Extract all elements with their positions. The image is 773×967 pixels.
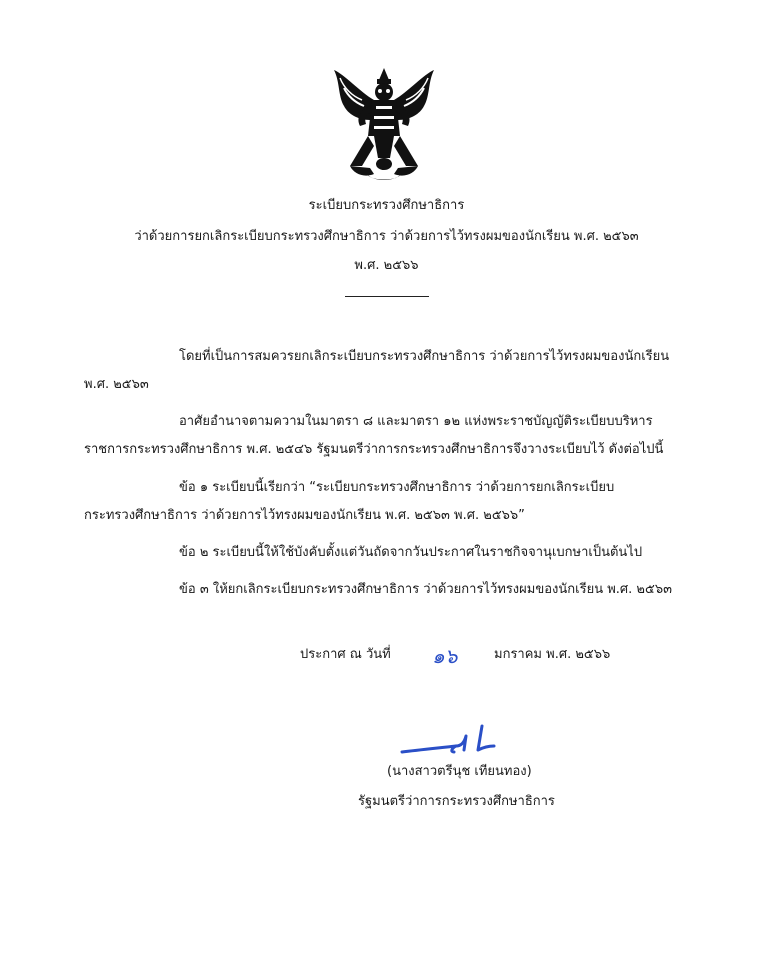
clause-1-line-1: ข้อ ๑ ระเบียบนี้เรียกว่า “ระเบียบกระทรวงศึกษาธิการ ว่าด้วยการยกเลิกระเบียบ xyxy=(179,480,615,495)
authority-line-2: ราชการกระทรวงศึกษาธิการ พ.ศ. ๒๕๔๖ รัฐมนตรีว่าการกระทรวงศึกษาธิการจึงวางระเบียบไว้ ดังต่อไปนี้ xyxy=(84,442,664,457)
document-title: ระเบียบกระทรวงศึกษาธิการ xyxy=(308,198,465,213)
announcement-day: ๑๖ xyxy=(432,644,458,668)
preamble-line-1: โดยที่เป็นการสมควรยกเลิกระเบียบกระทรวงศึกษาธิการ ว่าด้วยการไว้ทรงผมของนักเรียน xyxy=(179,349,670,364)
announcement-prefix: ประกาศ ณ วันที่ xyxy=(300,647,391,662)
clause-1-line-2: กระทรวงศึกษาธิการ ว่าด้วยการไว้ทรงผมของนักเรียน พ.ศ. ๒๕๖๓ พ.ศ. ๒๕๖๖” xyxy=(84,508,525,523)
header-divider xyxy=(345,296,429,297)
clause-2: ข้อ ๒ ระเบียบนี้ให้ใช้บังคับตั้งแต่วันถัดจากวันประกาศในราชกิจจานุเบกษาเป็นต้นไป xyxy=(179,545,643,560)
announcement-month-year: มกราคม พ.ศ. ๒๕๖๖ xyxy=(494,647,611,662)
preamble-line-2: พ.ศ. ๒๕๖๓ xyxy=(84,377,149,392)
signer-position: รัฐมนตรีว่าการกระทรวงศึกษาธิการ xyxy=(358,794,555,809)
signer-name: (นางสาวตรีนุช เทียนทอง) xyxy=(387,764,532,779)
document-year: พ.ศ. ๒๕๖๖ xyxy=(354,258,419,273)
handwritten-signature xyxy=(398,722,508,758)
garuda-emblem-icon xyxy=(330,66,438,184)
clause-3: ข้อ ๓ ให้ยกเลิกระเบียบกระทรวงศึกษาธิการ ว่าด้วยการไว้ทรงผมของนักเรียน พ.ศ. ๒๕๖๓ xyxy=(179,582,672,597)
authority-line-1: อาศัยอำนาจตามความในมาตรา ๘ และมาตรา ๑๒ แห่งพระราชบัญญัติระเบียบบริหาร xyxy=(179,414,653,429)
document-subtitle: ว่าด้วยการยกเลิกระเบียบกระทรวงศึกษาธิการ ว่าด้วยการไว้ทรงผมของนักเรียน พ.ศ. ๒๕๖๓ xyxy=(134,229,639,244)
